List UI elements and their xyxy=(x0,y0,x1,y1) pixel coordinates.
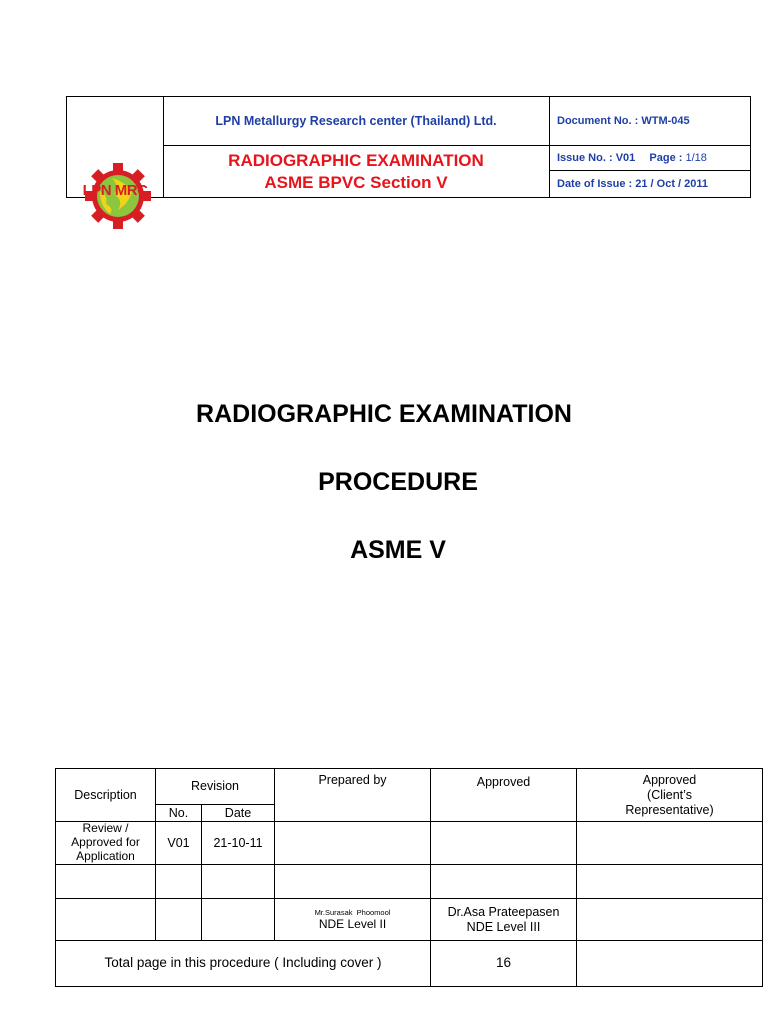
row-revision-no: V01 xyxy=(156,822,202,865)
header-divider-row xyxy=(163,145,751,146)
empty-cell xyxy=(275,865,431,899)
page-value: 1/18 xyxy=(685,152,707,164)
date-of-issue xyxy=(557,178,708,190)
procedure-title-line1: RADIOGRAPHIC EXAMINATION xyxy=(196,400,572,428)
date-of-issue-label: Date of Issue : xyxy=(557,178,633,190)
logo-text: LPN MRC xyxy=(82,182,148,199)
empty-cell xyxy=(156,899,202,941)
signature-row xyxy=(56,899,763,941)
prepared-signature xyxy=(275,899,431,941)
page-label: Page : xyxy=(649,152,683,164)
prepared-name: Mr.Surasak Phoomool xyxy=(314,907,391,917)
empty-cell xyxy=(202,899,275,941)
header-approved-client: Approved (Client’s Representative) xyxy=(577,769,763,822)
row-revision-date: 21-10-11 xyxy=(202,822,275,865)
header-revision-no: No. xyxy=(156,805,202,822)
empty-cell xyxy=(577,865,763,899)
issue-number-value: V01 xyxy=(615,152,636,164)
header-title-line1: RADIOGRAPHIC EXAMINATION xyxy=(228,151,484,170)
empty-cell xyxy=(156,865,202,899)
signoff-table xyxy=(55,768,763,987)
row-prepared-cell xyxy=(275,822,431,865)
total-pages-value: 16 xyxy=(431,941,577,987)
company-logo xyxy=(66,160,164,230)
header-border-bottom xyxy=(66,197,751,198)
empty-cell xyxy=(577,899,763,941)
total-pages-row xyxy=(56,941,763,987)
table-row xyxy=(56,865,763,899)
empty-cell xyxy=(56,899,156,941)
approved-level: NDE Level III xyxy=(466,919,541,934)
header-divider-meta xyxy=(549,96,550,198)
header-border-top xyxy=(66,96,751,97)
header-title-line2: ASME BPVC Section V xyxy=(264,173,448,192)
header-prepared-by: Prepared by xyxy=(275,769,431,822)
table-row xyxy=(56,822,763,865)
document-number-label: Document No. : xyxy=(557,115,639,127)
empty-cell xyxy=(56,865,156,899)
header-border-right xyxy=(750,96,751,198)
empty-cell xyxy=(202,865,275,899)
company-name: LPN Metallurgy Research center (Thailand) Ltd. xyxy=(215,114,497,128)
date-of-issue-value: 21 / Oct / 2011 xyxy=(635,178,709,190)
prepared-level: NDE Level II xyxy=(318,916,387,931)
header-revision-date: Date xyxy=(202,805,275,822)
header-approved: Approved xyxy=(431,769,577,822)
row-description: Review / Approved for Application xyxy=(56,822,156,865)
procedure-title-line2: PROCEDURE xyxy=(318,468,478,496)
row-approved-cell xyxy=(431,822,577,865)
header-description: Description xyxy=(56,769,156,822)
approved-signature xyxy=(431,899,577,941)
total-pages-label: Total page in this procedure ( Including cover ) xyxy=(56,941,431,987)
document-number-value: WTM-045 xyxy=(641,115,690,127)
procedure-title-line3: ASME V xyxy=(350,536,446,564)
document-number xyxy=(557,115,690,127)
header-revision: Revision xyxy=(156,769,275,805)
header-divider-meta-row xyxy=(549,170,751,171)
approved-name: Dr.Asa Prateepasen xyxy=(447,904,560,919)
row-client-cell xyxy=(577,822,763,865)
empty-cell xyxy=(577,941,763,987)
issue-number-label: Issue No. : xyxy=(557,152,613,164)
issue-number xyxy=(557,152,707,164)
empty-cell xyxy=(431,865,577,899)
